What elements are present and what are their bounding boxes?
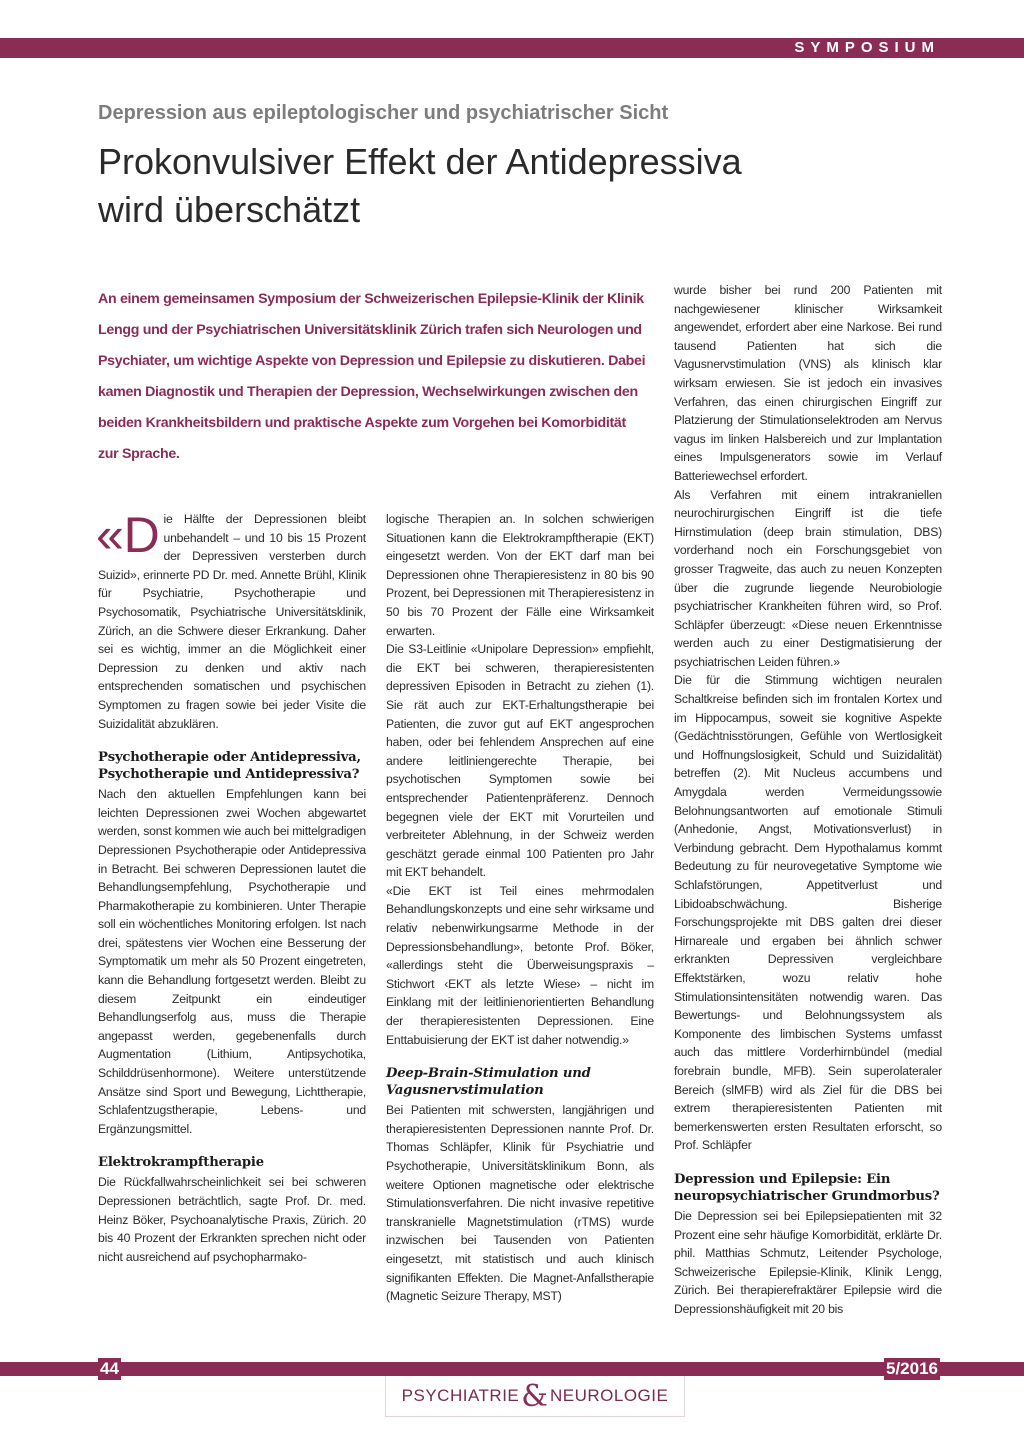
subheading: Deep-Brain-Stimulation und Vagusnervstimulation: [386, 1066, 591, 1099]
paragraph: logische Therapien an. In solchen schwierigen Situationen kann die Elektrokrampftherapie (EKT) eingesetzt werden. Von der EKT darf man bei Depressionen ohne Therapieresistenz in 80 bis 90 Prozent, bei Depressionen mit Therapieresistenz in 50 bis 70 Prozent der Fälle eine Wirksamkeit erwarten.: [386, 512, 654, 638]
title-line-2: wird überschätzt: [98, 189, 361, 230]
footer-bar: [0, 1362, 1024, 1376]
paragraph-text: ie Hälfte der Depressionen bleibt unbehandelt – und 10 bis 15 Prozent der Depressiven versterben durch Suizid», erinnerte PD Dr. med. Annette Brühl, Klinik für Psychiatrie, Psychotherapie und Psychosomatik, Psychiatrische Universitätsklinik, Zürich, an die Schwere dieser Erkrankung. Daher sei es wichtig, immer an die Möglichkeit einer Depression zu denken und aktiv nach entsprechenden somatischen und psychischen Symptomen zu fragen sowie bei jeder Visite die Suizidalität abzuklären.: [98, 512, 366, 731]
paragraph: Bei Patienten mit schwersten, langjährigen und therapieresistenten Depressionen nannte Prof. Dr. Thomas Schläpfer, Klinik für Psychiatrie und Psychotherapie, Universitätsklinikum Bonn, als weitere Optionen magnetische oder elektrische Stimulationsverfahren. Die nicht invasive repetitive transkranielle Magnetstimulation (rTMS) wurde inzwischen bei Tausenden von Patienten eingesetzt, mit statistisch und auch klinisch signifikanten Effekten. Die Magnet-Anfallstherapie (Magnetic Seizure Therapy, MST): [386, 1103, 654, 1304]
header-bar: [0, 38, 1024, 58]
paragraph: Die Rückfallwahrscheinlichkeit sei bei schweren Depressionen beträchtlich, sagte Prof. Dr. med. Heinz Böker, Psychoanalytische Praxis, Zürich. 20 bis 40 Prozent der Erkrankten sprechen nicht oder nicht ausreichend auf psychopharmako-: [98, 1175, 366, 1264]
paragraph: Die für die Stimmung wichtigen neuralen Schaltkreise befinden sich im frontalen Kortex und im Hippocampus, soweit sie kognitive Aspekte (Gedächtnisstörungen, Gefühle von Wertlosigkeit und Hoffnungslosigkeit, Schuld und Suizidalität) betreffen (2). Mit Nucleus accumbens und Amygdala werden Vermeidungssowie Belohnungsantworten auf emotionale Stimuli (Anhedonie, Angst, Motivationsverlust) in Verbindung gebracht. Dem Hypothalamus kommt Bedeutung zu für neurovegetative Symptome wie Schlafstörungen, Appetitverlust und Libidoabschwächung. Bisherige Forschungsprojekte mit DBS galten drei dieser Hirnareale und ergaben bei ähnlich schwer erkrankten Depressiven vergleichbare Effektstärken, wozu relativ hohe Stimulationsintensitäten notwendig waren. Das Bewertungs- und Belohnungssystem als Komponente des limbischen Systems umfasst auch das mittlere Vorderhirnbündel (medial forebrain bundle, MFB). Sein superolateraler Bereich (slMFB) wird als Ziel für die DBS bei extrem therapieresistenten Patienten mit bemerkenswerten ersten Resultaten erforscht, so Prof. Schläpfer: [674, 673, 942, 1153]
subheading: Elektrokrampftherapie: [98, 1155, 264, 1171]
paragraph: [96, 507, 366, 733]
subheading: Psychotherapie oder Antidepressiva, Psychotherapie und Antidepressiva?: [98, 750, 361, 783]
subheading: Depression und Epilepsie: Ein neuropsychiatrischer Grundmorbus?: [674, 1171, 940, 1204]
title-line-1: Prokonvulsiver Effekt der Antidepressiva: [98, 141, 742, 182]
paragraph: Die S3-Leitlinie «Unipolare Depression» empfiehlt, die EKT bei schweren, therapieresistenten depressiven Episoden in Betracht zu ziehen (1). Sie rät auch zur EKT-Erhaltungstherapie bei Patienten, die zuvor gut auf EKT angesprochen haben, oder bei fehlendem Ansprechen auf eine andere leitliniengerechte Therapie, bei psychotischen Symptomen sowie bei entsprechender Patientenpräferenz. Dennoch begegnen viele der EKT mit Vorurteilen und verbreiteter Ablehnung, in der Schweiz werden geschätzt gerade einmal 100 Patienten pro Jahr mit EKT behandelt.: [386, 642, 654, 880]
section-label: SYMPOSIUM: [794, 39, 940, 56]
paragraph: Als Verfahren mit einem intrakraniellen neurochirurgischen Eingriff ist die tiefe Hirnstimulation (deep brain stimulation, DBS) vorderhand noch ein Forschungsgebiet von grosser Tragweite, das auch zu neuen Konzepten über die zugrunde liegende Neurobiologie psychiatrischer Krankheiten führen wird, so Prof. Schläpfer überzeugt: «Diese neuen Erkenntnisse werden auch zu einer Destigmatisierung der psychiatrischen Leiden führen.»: [674, 487, 942, 669]
column-1: [96, 507, 366, 1266]
logo-word-left: PSYCHIATRIE: [401, 1386, 520, 1405]
lead-paragraph: An einem gemeinsamen Symposium der Schweizerischen Epilepsie-Klinik der Klinik Lengg und der Psychiatrischen Universitätsklinik Zürich trafen sich Neurologen und Psychiater, um wichtige Aspekte von Depression und Epilepsie zu diskutieren. Dabei kamen Diagnostik und Therapien der Depression, Wechselwirkungen zwischen den beiden Krankheitsbildern und praktische Aspekte zum Vorgehen bei Komorbidität zur Sprache.: [98, 291, 646, 462]
page-number: 44: [100, 1359, 119, 1378]
ampersand-icon: &: [521, 1378, 548, 1414]
article-kicker: Depression aus epileptologischer und psychiatrischer Sicht: [98, 102, 669, 124]
paragraph: Die Depression sei bei Epilepsiepatienten mit 32 Prozent eine sehr häufige Komorbidität, erklärte Dr. phil. Matthias Schmutz, Leitender Psychologe, Schweizerische Epilepsie-Klinik, Klinik Lengg, Zürich. Bei therapierefraktärer Epilepsie wird die Depressionshäufigkeit mit 20 bis: [674, 1208, 942, 1316]
issue-number: 5/2016: [886, 1359, 938, 1378]
article-title: [98, 138, 818, 234]
paragraph: Nach den aktuellen Empfehlungen kann bei leichten Depressionen zwei Wochen abgewartet werden, sonst kommen wie auch bei mittelgradigen Depressionen Psychotherapie oder Antidepressiva in Betracht. Bei schweren Depressionen lautet die Behandlungsempfehlung, Psychotherapie und Pharmakotherapie zu kombinieren. Unter Therapie soll ein wöchentliches Monitoring erfolgen. Ist nach drei, spätestens vier Wochen eine Besserung der Symptomatik um mehr als 50 Prozent eingetreten, kann die Behandlung fortgesetzt werden. Bleibt zu diesem Zeitpunkt ein eindeutiger Behandlungserfolg aus, muss die Therapie angepasst werden, gegebenenfalls durch Augmentation (Lithium, Antipsychotika, Schilddrüsenhormone). Weitere unterstützende Ansätze sind Sport und Bewegung, Lichttherapie, Schlafentzugstherapie, Lebens- und Ergänzungsmittel.: [98, 787, 366, 1136]
paragraph: wurde bisher bei rund 200 Patienten mit nachgewiesener klinischer Wirksamkeit angewendet, erfordert aber eine Narkose. Bei rund tausend Patienten hat sich die Vagusnervstimulation (VNS) als klinisch klar wirksam erwiesen. Sie ist jedoch ein invasives Verfahren, das einen chirurgischen Eingriff zur Platzierung der Stimulationselektroden am Nervus vagus im linken Halsbereich und zur Implantation eines Impulsgenerators sowie im Verlauf Batteriewechsel erfordert.: [674, 283, 942, 483]
column-3: [674, 281, 942, 1318]
column-2: [386, 510, 654, 1306]
dropcap: «D: [96, 507, 160, 563]
logo-word-right: NEUROLOGIE: [549, 1386, 669, 1405]
journal-logo: [385, 1376, 685, 1417]
paragraph: «Die EKT ist Teil eines mehrmodalen Behandlungskonzepts und eine sehr wirksame und relativ nebenwirkungsarme Methode in der Depressionsbehandlung», betonte Prof. Böker, «allerdings steht die Überweisungspraxis – Stichwort ‹EKT als letzte Wiese› – nicht im Einklang mit der leitlinienorientierten Behandlung der therapieresistenten Depressionen. Eine Enttabuisierung der EKT ist daher notwendig.»: [386, 883, 654, 1047]
